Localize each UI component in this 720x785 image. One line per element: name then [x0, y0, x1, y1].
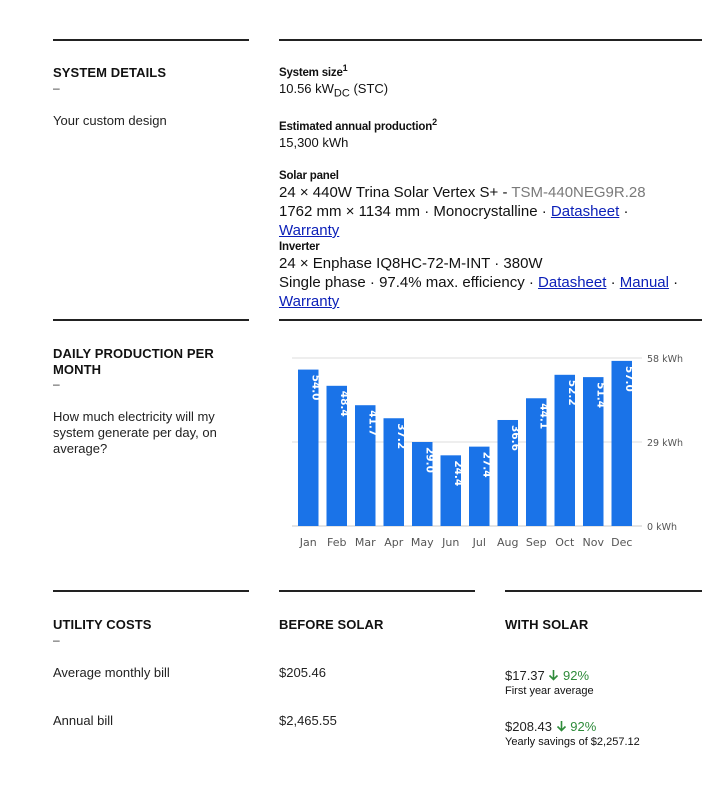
- y-tick-label: 0 kWh: [647, 522, 677, 533]
- bar-value-label: 27.4: [480, 451, 493, 478]
- before-monthly-value: $205.46: [279, 665, 326, 680]
- arrow-down-icon: [548, 668, 563, 683]
- with-annual-percent: 92%: [570, 719, 597, 734]
- monthly-bill-label: Average monthly bill: [53, 665, 170, 680]
- system-details-title: SYSTEM DETAILS: [53, 65, 167, 80]
- with-monthly-percent: 92%: [563, 668, 590, 683]
- daily-production-title: DAILY PRODUCTION PER MONTH: [53, 346, 214, 377]
- bar-value-label: 51.4: [594, 382, 607, 409]
- inverter-label: Inverter: [279, 241, 320, 253]
- x-tick-label: Jan: [299, 536, 317, 549]
- inverter-model-line: 24 × Enphase IQ8HC-72-M-INT · 380W: [279, 255, 543, 272]
- x-tick-label: Nov: [582, 536, 604, 549]
- x-tick-label: May: [410, 536, 434, 549]
- solar-panel-spec-line: 1762 mm × 1134 mm · Monocrystalline · Datasheet ·: [279, 203, 629, 220]
- x-tick-label: Dec: [611, 536, 633, 549]
- with-annual-note: Yearly savings of $2,257.12: [505, 736, 640, 748]
- system-size-value: 10.56 $kW_{DC}$ (STC): [279, 81, 389, 100]
- annual-production-value: 15,300 kWh: [279, 135, 349, 150]
- with-annual-value: $208.43: [505, 719, 552, 734]
- solar-panel-label: Solar panel: [279, 170, 339, 182]
- solar-panel-model-line: 24 × 440W Trina Solar Vertex S+ - TSM-440NEG9R.28: [279, 184, 646, 201]
- x-tick-label: Feb: [327, 536, 347, 549]
- bar-value-label: 52.2: [565, 379, 578, 406]
- x-tick-label: Mar: [354, 536, 376, 549]
- bar-value-label: 41.7: [366, 410, 379, 437]
- before-solar-title: BEFORE SOLAR: [279, 617, 384, 632]
- with-solar-title: WITH SOLAR: [505, 617, 589, 632]
- panel-warranty-link[interactable]: Warranty: [279, 222, 340, 239]
- x-tick-label: Oct: [555, 536, 575, 549]
- x-tick-label: Jun: [442, 536, 460, 549]
- daily-production-desc: How much electricity will my system generate per day, on average?: [53, 409, 217, 456]
- bar-value-label: 37.2: [394, 423, 407, 450]
- bar-value-label: 36.6: [508, 424, 521, 451]
- section-divider: [53, 590, 249, 592]
- section-dash: –: [53, 633, 60, 647]
- bar-value-label: 57.0: [622, 365, 635, 392]
- bar-value-label: 29.0: [423, 447, 436, 473]
- arrow-down-icon: [556, 719, 571, 734]
- x-tick-label: Apr: [384, 536, 404, 549]
- system-details-desc: Your custom design: [53, 113, 167, 128]
- system-size-label: System size$^1$: [279, 63, 348, 79]
- chart-bars: [298, 361, 635, 526]
- bar-value-label: 44.1: [537, 403, 550, 430]
- bar-value-label: 48.4: [337, 390, 350, 417]
- inverter-warranty-link[interactable]: Warranty: [279, 293, 340, 310]
- x-tick-label: Jul: [472, 536, 486, 549]
- y-tick-label: 29 kWh: [647, 438, 684, 449]
- section-dash: –: [53, 377, 60, 391]
- with-monthly-note: First year average: [505, 685, 594, 697]
- utility-costs-title: UTILITY COSTS: [53, 617, 152, 632]
- with-annual-block: [505, 719, 640, 749]
- section-divider: [279, 590, 475, 592]
- bar-value-label: 24.4: [451, 460, 464, 487]
- y-tick-label: 58 kWh: [647, 354, 684, 365]
- inverter-spec-line: Single phase · 97.4% max. efficiency · Datasheet · Manual ·: [279, 274, 679, 291]
- inverter-datasheet-link[interactable]: Datasheet: [538, 274, 607, 291]
- chart-y-axis: [647, 354, 683, 533]
- footnote-ref: 2: [432, 117, 437, 128]
- inverter-manual-link[interactable]: Manual: [619, 274, 669, 291]
- before-annual-value: $2,465.55: [279, 713, 337, 728]
- section-dash: –: [53, 81, 60, 95]
- with-monthly-value: $17.37: [505, 668, 545, 683]
- bar-value-label: 54.0: [309, 374, 322, 401]
- x-tick-label: Sep: [525, 536, 547, 549]
- panel-datasheet-link[interactable]: Datasheet: [550, 203, 620, 220]
- footnote-ref: 1: [342, 63, 348, 74]
- with-monthly-block: [505, 668, 594, 698]
- annual-bill-label: Annual bill: [53, 713, 113, 728]
- section-divider: [505, 590, 702, 592]
- annual-production-label: Estimated annual production$^2$: [279, 117, 437, 133]
- chart-x-axis: [299, 536, 633, 549]
- x-tick-label: Aug: [497, 536, 519, 549]
